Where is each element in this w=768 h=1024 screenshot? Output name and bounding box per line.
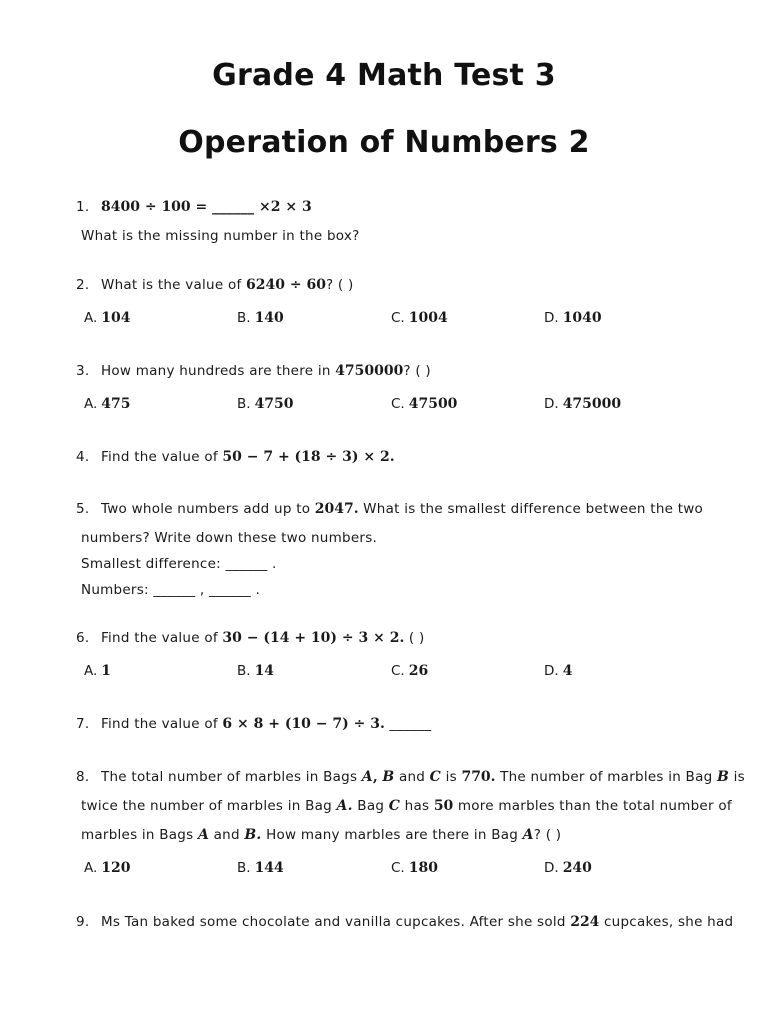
option-letter: A. xyxy=(84,860,98,876)
option-d[interactable] xyxy=(544,394,621,414)
option-value: 1040 xyxy=(562,310,602,326)
option-letter: B. xyxy=(237,396,251,412)
question-text-part: marbles in Bags xyxy=(81,827,198,843)
page-title: Grade 4 Math Test 3 xyxy=(212,58,556,93)
question-text xyxy=(101,447,395,467)
math-variable: A xyxy=(361,769,373,785)
question-text-part: and xyxy=(209,827,245,843)
option-value: 26 xyxy=(408,663,429,679)
question-number: 9. xyxy=(76,914,90,930)
answer-blank: ______ xyxy=(212,199,255,215)
question-text-part: The number of marbles in Bag xyxy=(495,769,717,785)
option-c[interactable] xyxy=(391,661,428,681)
option-value: 4 xyxy=(562,663,573,679)
question-number: 7. xyxy=(76,716,90,732)
answer-blank: ______ xyxy=(384,716,432,732)
option-letter: D. xyxy=(544,396,559,412)
question-text xyxy=(101,767,745,787)
question-text xyxy=(81,825,561,845)
option-letter: A. xyxy=(84,310,98,326)
question-text-part: How many hundreds are there in xyxy=(101,363,336,379)
option-value: 240 xyxy=(562,860,592,876)
question-text-part: ( ) xyxy=(404,630,425,646)
math-expression: 30 − (14 + 10) ÷ 3 × 2. xyxy=(222,630,405,646)
question-text-part: Find the value of xyxy=(101,630,223,646)
question-text-part: What is the value of xyxy=(101,277,247,293)
math-expression: 6 × 8 + (10 − 7) ÷ 3. xyxy=(222,716,385,732)
math-expression: 224 xyxy=(570,914,600,930)
option-c[interactable] xyxy=(391,394,457,414)
option-letter: C. xyxy=(391,396,405,412)
question-number: 4. xyxy=(76,449,90,465)
math-variable: C xyxy=(388,798,401,814)
option-d[interactable] xyxy=(544,308,602,328)
option-value: 1004 xyxy=(408,310,448,326)
options-row xyxy=(0,661,768,681)
question-text: What is the missing number in the box? xyxy=(81,228,360,244)
question-expression xyxy=(101,197,312,217)
page-subtitle: Operation of Numbers 2 xyxy=(178,125,590,160)
math-expression: 8400 ÷ 100 = xyxy=(101,199,213,215)
math-expression: 50 xyxy=(433,798,454,814)
question-text-part: ? ( ) xyxy=(325,277,354,293)
option-letter: D. xyxy=(544,663,559,679)
question-text xyxy=(101,275,354,295)
option-b[interactable] xyxy=(237,308,284,328)
question-number: 6. xyxy=(76,630,90,646)
math-symbol: , xyxy=(372,769,378,785)
option-b[interactable] xyxy=(237,858,284,878)
option-letter: B. xyxy=(237,860,251,876)
option-value: 140 xyxy=(254,310,284,326)
question-text xyxy=(81,796,732,816)
math-expression: 2047. xyxy=(314,501,359,517)
question-text-part: Bag xyxy=(352,798,389,814)
option-b[interactable] xyxy=(237,661,274,681)
option-letter: D. xyxy=(544,310,559,326)
question-text-part: more marbles than the total number of xyxy=(453,798,732,814)
option-letter: C. xyxy=(391,860,405,876)
option-a[interactable] xyxy=(84,858,131,878)
option-c[interactable] xyxy=(391,858,438,878)
math-variable: B. xyxy=(244,827,262,843)
question-text xyxy=(101,628,424,648)
math-expression: ×2 × 3 xyxy=(254,199,312,215)
option-a[interactable] xyxy=(84,394,131,414)
option-letter: A. xyxy=(84,663,98,679)
option-value: 47500 xyxy=(408,396,458,412)
math-variable: B xyxy=(716,769,730,785)
option-d[interactable] xyxy=(544,661,572,681)
options-row xyxy=(0,858,768,878)
option-letter: C. xyxy=(391,663,405,679)
question-text-part: cupcakes, she had xyxy=(599,914,734,930)
question-number: 8. xyxy=(76,769,90,785)
math-expression: 4750000 xyxy=(335,363,404,379)
question-text xyxy=(101,361,431,381)
question-number: 1. xyxy=(76,199,90,215)
options-row xyxy=(0,308,768,328)
option-value: 475000 xyxy=(562,396,622,412)
options-row xyxy=(0,394,768,414)
question-text xyxy=(101,499,703,519)
question-text xyxy=(101,912,733,932)
question-text: numbers? Write down these two numbers. xyxy=(81,530,378,546)
option-letter: C. xyxy=(391,310,405,326)
question-text-part: How many marbles are there in Bag xyxy=(261,827,523,843)
option-value: 4750 xyxy=(254,396,294,412)
question-text-part: Find the value of xyxy=(101,716,223,732)
math-expression: 770. xyxy=(461,769,496,785)
option-value: 144 xyxy=(254,860,284,876)
math-variable: A xyxy=(197,827,210,843)
answer-line: Numbers: ______ , ______ . xyxy=(81,582,261,598)
question-text-part: ? ( ) xyxy=(403,363,431,379)
option-value: 475 xyxy=(101,396,131,412)
option-a[interactable] xyxy=(84,661,111,681)
question-text-part: What is the smallest difference between the two xyxy=(358,501,704,517)
option-a[interactable] xyxy=(84,308,131,328)
option-c[interactable] xyxy=(391,308,448,328)
option-d[interactable] xyxy=(544,858,592,878)
question-number: 5. xyxy=(76,501,90,517)
math-expression: 6240 ÷ 60 xyxy=(246,277,326,293)
question-text xyxy=(101,714,431,734)
math-expression: 50 − 7 + (18 ÷ 3) × 2. xyxy=(222,449,395,465)
question-text-part: ? ( ) xyxy=(533,827,562,843)
question-text-part: Ms Tan baked some chocolate and vanilla cupcakes. After she sold xyxy=(101,914,571,930)
option-letter: A. xyxy=(84,396,98,412)
option-b[interactable] xyxy=(237,394,294,414)
question-text-part: Two whole numbers add up to xyxy=(101,501,315,517)
option-value: 180 xyxy=(408,860,438,876)
question-number: 2. xyxy=(76,277,90,293)
option-value: 1 xyxy=(101,663,112,679)
question-number: 3. xyxy=(76,363,90,379)
option-value: 120 xyxy=(101,860,131,876)
question-text-part: The total number of marbles in Bags xyxy=(101,769,362,785)
question-text-part: twice the number of marbles in Bag xyxy=(81,798,337,814)
option-letter: B. xyxy=(237,663,251,679)
math-variable: C xyxy=(429,769,442,785)
question-text-part: is xyxy=(441,769,462,785)
question-text-part: Find the value of xyxy=(101,449,223,465)
answer-line: Smallest difference: ______ . xyxy=(81,556,277,572)
option-letter: D. xyxy=(544,860,559,876)
question-text-part: has xyxy=(400,798,434,814)
option-value: 14 xyxy=(254,663,275,679)
option-letter: B. xyxy=(237,310,251,326)
math-variable: A. xyxy=(336,798,353,814)
math-variable: A xyxy=(522,827,534,843)
question-text-part: is xyxy=(729,769,745,785)
math-variable: B xyxy=(382,769,395,785)
option-value: 104 xyxy=(101,310,131,326)
question-text-part: and xyxy=(394,769,430,785)
